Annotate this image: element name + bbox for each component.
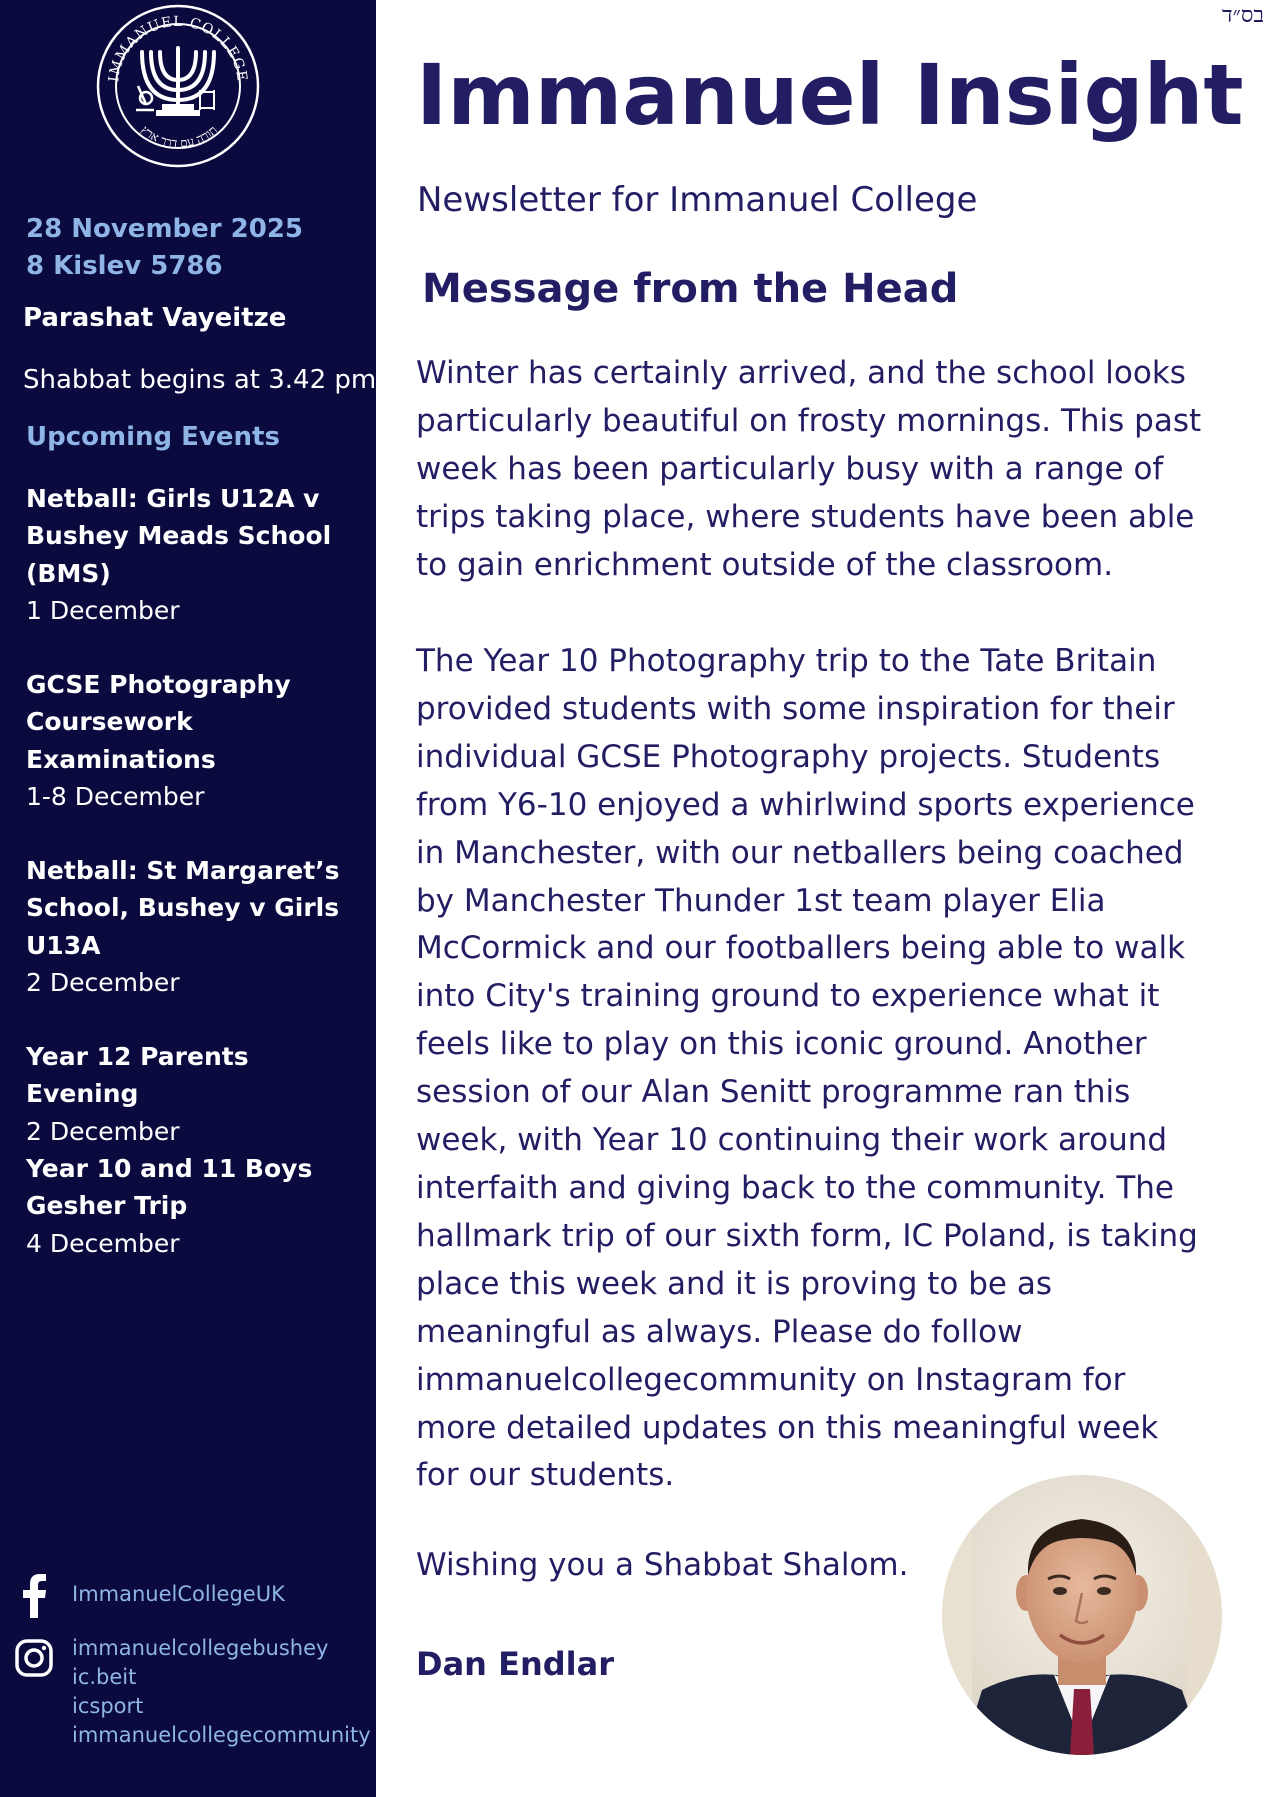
paragraph-line: for our students. [416, 1457, 675, 1494]
shabbat-time: Shabbat begins at 3.42 pm [23, 365, 377, 395]
paragraph-line: provided students with some inspiration for their [416, 690, 1175, 727]
event-title: (BMS) [26, 558, 111, 588]
paragraph-line: individual GCSE Photography projects. Students [416, 738, 1161, 775]
paragraph-line: week, with Year 10 continuing their work around [416, 1122, 1168, 1159]
event-title: Gesher Trip [26, 1191, 188, 1221]
paragraph-line: session of our Alan Senitt programme ran this [416, 1074, 1131, 1111]
facebook-handle[interactable]: ImmanuelCollegeUK [72, 1582, 285, 1606]
gregorian-date: 28 November 2025 [26, 214, 304, 244]
paragraph-line: trips taking place, where students have been able [416, 498, 1195, 535]
paragraph-line: hallmark trip of our sixth form, IC Poland, is taking [416, 1217, 1198, 1254]
instagram-handle[interactable]: ic.beit [72, 1665, 137, 1689]
event-title: Year 12 Parents Evening [26, 1042, 249, 1109]
upcoming-events-heading: Upcoming Events [26, 422, 280, 452]
instagram-icon[interactable] [14, 1638, 54, 1678]
event-title: U13A [26, 930, 101, 960]
event-title: Year 10 and 11 Boys [26, 1154, 313, 1183]
event-title: Netball: St Margaret’s [26, 856, 340, 885]
signoff: Wishing you a Shabbat Shalom. [416, 1547, 909, 1583]
instagram-handle[interactable]: icsport [72, 1694, 144, 1718]
instagram-handle[interactable]: immanuelcollegebushey [72, 1636, 329, 1660]
event-title: Coursework [26, 707, 193, 737]
bsd-header: בס״ד [1221, 3, 1264, 28]
message-paragraph-1 [416, 350, 1236, 590]
event-item [26, 480, 361, 630]
paragraph-line: week has been particularly busy with a range of [416, 450, 1164, 487]
college-logo [96, 4, 260, 168]
event-item [26, 1038, 361, 1150]
event-date: 2 December [26, 1116, 180, 1146]
facebook-icon[interactable] [20, 1574, 48, 1618]
event-title: Netball: Girls U12A v [26, 484, 320, 513]
paragraph-line: in Manchester, with our netballers being coached [416, 834, 1184, 871]
signature-name: Dan Endlar [416, 1645, 614, 1683]
paragraph-line: meaningful as always. Please do follow [416, 1313, 1023, 1350]
event-item [26, 666, 361, 816]
paragraph-line: place this week and it is proving to be as [416, 1265, 1052, 1302]
paragraph-line: into City's training ground to experience what it [416, 978, 1160, 1015]
event-date: 1-8 December [26, 782, 205, 812]
paragraph-line: Winter has certainly arrived, and the school looks [416, 355, 1186, 391]
torah-scroll-icon [200, 90, 214, 110]
event-title: Examinations [26, 744, 216, 774]
paragraph-line: feels like to play on this iconic ground. Another [416, 1026, 1147, 1063]
paragraph-line: interfaith and giving back to the community. The [416, 1169, 1175, 1206]
event-item [26, 852, 361, 1002]
parasha-name: Parashat Vayeitze [23, 303, 287, 333]
paragraph-line: McCormick and our footballers being able to walk [416, 930, 1186, 967]
event-item [26, 1150, 361, 1262]
paragraph-line: more detailed updates on this meaningful week [416, 1409, 1159, 1446]
event-date: 2 December [26, 968, 180, 998]
event-date: 4 December [26, 1228, 180, 1258]
paragraph-line: by Manchester Thunder 1st team player Elia [416, 882, 1106, 919]
newsletter-title: Immanuel Insight [416, 46, 1244, 144]
event-title: School, Bushey v Girls [26, 893, 340, 923]
event-date: 1 December [26, 596, 180, 626]
headteacher-portrait-photo [942, 1475, 1222, 1755]
logo-ring-text: IMMANUEL COLLEGE [106, 13, 251, 83]
message-paragraph-2 [416, 638, 1236, 1500]
svg-text:תורה עם דרך ארץ [138, 123, 220, 150]
event-title: GCSE Photography [26, 670, 291, 699]
sidebar [0, 0, 376, 1797]
hebrew-date: 8 Kislev 5786 [26, 251, 223, 281]
event-title: Bushey Meads School [26, 521, 332, 551]
paragraph-line: immanuelcollegecommunity on Instagram for [416, 1361, 1126, 1398]
paragraph-line: The Year 10 Photography trip to the Tate Britain [416, 643, 1157, 679]
instagram-handle[interactable]: immanuelcollegecommunity [72, 1723, 371, 1747]
paragraph-line: particularly beautiful on frosty mornings. This past [416, 402, 1202, 439]
paragraph-line: to gain enrichment outside of the classroom. [416, 546, 1114, 583]
newsletter-subtitle: Newsletter for Immanuel College [417, 180, 978, 220]
section-heading: Message from the Head [422, 266, 959, 312]
paragraph-line: from Y6-10 enjoyed a whirlwind sports experience [416, 786, 1195, 823]
logo-motto: תורה עם דרך ארץ [138, 122, 220, 151]
